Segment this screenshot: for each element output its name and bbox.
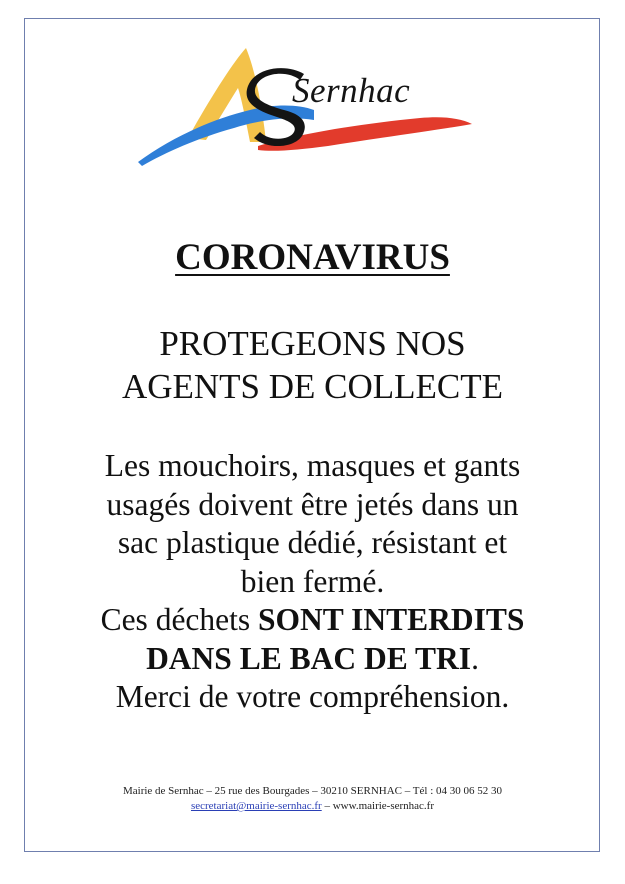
body-line-1: Les mouchoirs, masques et gants <box>104 448 521 483</box>
subtitle <box>0 322 625 408</box>
logo-text: Sernhac <box>292 71 411 110</box>
body-line-5-prefix: Ces déchets <box>100 602 259 637</box>
notice-body <box>0 447 625 717</box>
footer-contact <box>0 799 625 814</box>
body-line-5 <box>0 601 625 640</box>
body-line-6 <box>0 640 625 679</box>
subtitle-line-1: PROTEGEONS NOS <box>159 324 466 363</box>
footer-address: Mairie de Sernhac – 25 rue des Bourgades – 30210 SERNHAC – Tél : 04 30 06 52 30 <box>122 785 503 797</box>
body-line-6-bold: DANS LE BAC DE TRI <box>146 640 472 676</box>
body-line-2: usagés doivent être jetés dans un <box>106 486 519 522</box>
subtitle-line-2: AGENTS DE COLLECTE <box>121 367 504 406</box>
body-line-7: Merci de votre compréhension. <box>115 679 510 714</box>
body-line-3: sac plastique dédié, résistant et <box>117 525 508 560</box>
page-title: CORONAVIRUS <box>175 237 450 278</box>
body-line-4: bien fermé. <box>240 563 385 599</box>
body-line-6-suffix: . <box>471 640 479 676</box>
footer-website: www.mairie-sernhac.fr <box>332 800 435 812</box>
footer-separator: – <box>321 800 333 812</box>
footer-email-link[interactable]: secretariat@mairie-sernhac.fr <box>190 800 322 812</box>
body-line-5-bold: SONT INTERDITS <box>258 602 525 637</box>
footer <box>0 784 625 814</box>
